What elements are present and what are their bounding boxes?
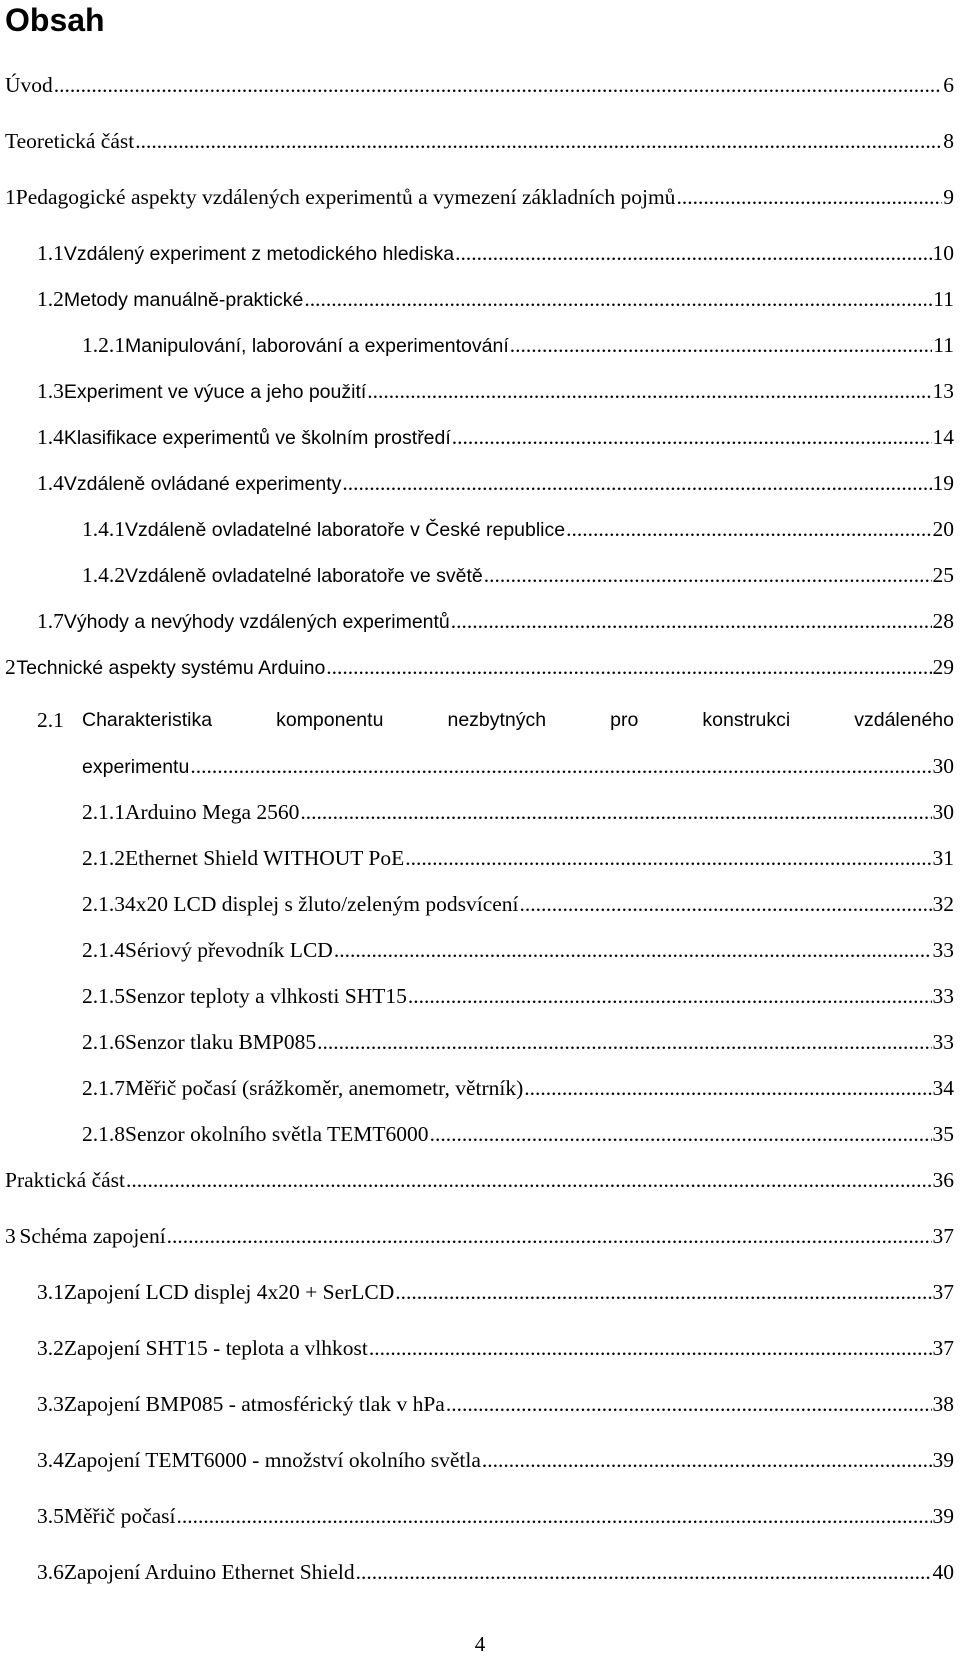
toc-leader-dots bbox=[676, 183, 942, 211]
toc-entry-text: Senzor teploty a vlhkosti SHT15 bbox=[125, 984, 407, 1008]
toc-entry-number: 1.4 bbox=[37, 471, 64, 495]
toc-page-number: 11 bbox=[933, 287, 954, 311]
toc-entry-text: Vzdáleně ovládané experimenty bbox=[63, 473, 342, 495]
toc-page-number: 37 bbox=[932, 1224, 954, 1248]
toc-entry-prakticka-cast[interactable] bbox=[5, 1166, 954, 1194]
toc-entry-number: 3.3 bbox=[37, 1392, 64, 1416]
toc-entry-number: 3.4 bbox=[37, 1448, 64, 1472]
toc-entry-number: 1.2.1 bbox=[82, 333, 125, 357]
toc-page-number: 39 bbox=[932, 1448, 954, 1472]
toc-page-number: 35 bbox=[932, 1122, 954, 1146]
toc-entry-number: 2.1.7 bbox=[82, 1076, 125, 1100]
toc-entry-number: 1.3 bbox=[37, 379, 64, 403]
toc-entry-word: konstrukci bbox=[702, 709, 791, 731]
toc-entry-number: 2.1.4 bbox=[82, 938, 125, 962]
toc-page-number: 19 bbox=[932, 471, 954, 495]
toc-entry-teoreticka-cast[interactable] bbox=[5, 127, 954, 155]
toc-entry-text: Zapojení TEMT6000 - množství okolního světla bbox=[63, 1448, 481, 1472]
toc-entry-text: Výhody a nevýhody vzdálených experimentů bbox=[63, 611, 450, 633]
toc-entry-text: experimentu bbox=[82, 756, 190, 778]
toc-entry-number: 3 bbox=[5, 1224, 16, 1248]
toc-leader-dots bbox=[520, 890, 932, 918]
toc-entry-2-1-3[interactable] bbox=[82, 890, 954, 918]
toc-entry-3-6[interactable] bbox=[37, 1558, 954, 1586]
toc-page-number: 31 bbox=[932, 846, 954, 870]
toc-leader-dots bbox=[177, 1502, 932, 1530]
toc-entry-word: nezbytných bbox=[447, 709, 547, 731]
toc-entry-1-4-1[interactable] bbox=[82, 515, 954, 544]
toc-page-number: 6 bbox=[943, 73, 954, 97]
toc-entry-number: 1.4.1 bbox=[82, 517, 125, 541]
toc-entry-number: 2.1.8 bbox=[82, 1122, 125, 1146]
toc-entry-1-2-1[interactable] bbox=[82, 331, 954, 360]
toc-leader-dots bbox=[342, 469, 931, 497]
toc-entry-1-4-klasifikace[interactable] bbox=[37, 423, 954, 452]
toc-leader-dots bbox=[484, 561, 932, 589]
toc-leader-dots bbox=[326, 653, 931, 681]
toc-page-number: 13 bbox=[932, 379, 954, 403]
toc-leader-dots bbox=[566, 515, 931, 543]
toc-entry-number: 1.4 bbox=[37, 425, 64, 449]
toc-leader-dots bbox=[317, 1028, 931, 1056]
toc-page-number: 33 bbox=[932, 938, 954, 962]
toc-entry-1-2[interactable] bbox=[37, 285, 954, 314]
toc-entry-3-3[interactable] bbox=[37, 1390, 954, 1418]
toc-entry-text: 4x20 LCD displej s žluto/zeleným podsvícení bbox=[125, 892, 519, 916]
toc-page-number: 11 bbox=[933, 333, 954, 357]
toc-entry-uvod[interactable] bbox=[5, 71, 954, 99]
toc-leader-dots bbox=[356, 1558, 932, 1586]
toc-leader-dots bbox=[455, 239, 931, 267]
toc-entry-2-1-2[interactable] bbox=[82, 844, 954, 872]
toc-entry-word: komponentu bbox=[276, 709, 384, 731]
toc-entry-text: Pedagogické aspekty vzdálených experimentů a vymezení základních pojmů bbox=[15, 185, 676, 209]
toc-entry-2-1-8[interactable] bbox=[82, 1120, 954, 1148]
toc-entry-2-1-5[interactable] bbox=[82, 982, 954, 1010]
toc-entry-2-1-4[interactable] bbox=[82, 936, 954, 964]
toc-entry-1-4-2[interactable] bbox=[82, 561, 954, 590]
toc-page-number: 34 bbox=[932, 1076, 954, 1100]
toc-leader-dots bbox=[369, 1334, 932, 1362]
toc-leader-dots bbox=[126, 1166, 932, 1194]
toc-leader-dots bbox=[300, 798, 931, 826]
toc-entry-number: 3.5 bbox=[37, 1504, 64, 1528]
toc-entry-1-1[interactable] bbox=[37, 239, 954, 268]
toc-entry-chapter-3[interactable] bbox=[5, 1222, 954, 1250]
toc-entry-text: Schéma zapojení bbox=[19, 1224, 166, 1248]
page-number-footer: 4 bbox=[474, 1632, 486, 1656]
toc-entry-3-4[interactable] bbox=[37, 1446, 954, 1474]
toc-page-number: 37 bbox=[932, 1336, 954, 1360]
toc-entry-text: Arduino Mega 2560 bbox=[125, 800, 300, 824]
toc-entry-text: Vzdáleně ovladatelné laboratoře ve světě bbox=[125, 565, 483, 587]
toc-entry-text: Metody manuálně-praktické bbox=[63, 289, 304, 311]
toc-entry-3-1[interactable] bbox=[37, 1278, 954, 1306]
toc-entry-text: Experiment ve výuce a jeho použití bbox=[63, 381, 367, 403]
toc-entry-text: Teoretická část bbox=[5, 129, 135, 153]
toc-entry-word: pro bbox=[610, 709, 639, 731]
toc-page-number: 8 bbox=[943, 129, 954, 153]
toc-entry-3-5[interactable] bbox=[37, 1502, 954, 1530]
toc-entry-text: Manipulování, laborování a experimentování bbox=[125, 335, 509, 357]
toc-entry-text: Ethernet Shield WITHOUT PoE bbox=[125, 846, 405, 870]
toc-entry-text: Úvod bbox=[5, 73, 53, 97]
toc-entry-chapter-2[interactable] bbox=[5, 653, 954, 682]
toc-entry-number: 1.2 bbox=[37, 287, 64, 311]
toc-page-number: 37 bbox=[932, 1280, 954, 1304]
toc-entry-text: Senzor tlaku BMP085 bbox=[125, 1030, 317, 1054]
toc-entry-2-1-1[interactable] bbox=[82, 798, 954, 826]
toc-entry-text: Klasifikace experimentů ve školním prostředí bbox=[63, 427, 451, 449]
toc-entry-number: 2.1.3 bbox=[82, 892, 125, 916]
toc-leader-dots bbox=[430, 1120, 932, 1148]
toc-leader-dots bbox=[408, 982, 932, 1010]
toc-entry-number: 1.4.2 bbox=[82, 563, 125, 587]
toc-entry-2-1-7[interactable] bbox=[82, 1074, 954, 1102]
toc-entry-word: vzdáleného bbox=[854, 709, 954, 731]
toc-entry-number: 2 bbox=[5, 655, 16, 679]
toc-entry-1-7[interactable] bbox=[37, 607, 954, 636]
toc-leader-dots bbox=[510, 331, 933, 359]
toc-page-number: 33 bbox=[932, 1030, 954, 1054]
toc-entry-number: 1.7 bbox=[37, 609, 64, 633]
toc-leader-dots bbox=[395, 1278, 931, 1306]
toc-page-number: 10 bbox=[932, 241, 954, 265]
toc-entry-text: Vzdálený experiment z metodického hlediska bbox=[63, 243, 455, 265]
toc-leader-dots bbox=[482, 1446, 932, 1474]
toc-entry-number: 3.1 bbox=[37, 1280, 64, 1304]
toc-entry-number: 1.1 bbox=[37, 241, 64, 265]
toc-page-number: 28 bbox=[932, 609, 954, 633]
toc-entry-number: 2.1.5 bbox=[82, 984, 125, 1008]
toc-page-number: 25 bbox=[932, 563, 954, 587]
toc-entry-chapter-1[interactable] bbox=[5, 183, 954, 211]
toc-page-number: 29 bbox=[932, 655, 954, 679]
toc-entry-number: 2.1.1 bbox=[82, 800, 125, 824]
toc-entry-text: Vzdáleně ovladatelné laboratoře v České republice bbox=[125, 519, 566, 541]
toc-entry-3-2[interactable] bbox=[37, 1334, 954, 1362]
toc-entry-text: Senzor okolního světla TEMT6000 bbox=[125, 1122, 429, 1146]
toc-entry-text: Zapojení SHT15 - teplota a vlhkost bbox=[63, 1336, 368, 1360]
toc-entry-text: Zapojení BMP085 - atmosférický tlak v hPa bbox=[63, 1392, 445, 1416]
toc-entry-2-1-6[interactable] bbox=[82, 1028, 954, 1056]
toc-page-number: 38 bbox=[932, 1392, 954, 1416]
toc-leader-dots bbox=[405, 844, 931, 872]
toc-entry-text: Zapojení LCD displej 4x20 + SerLCD bbox=[63, 1280, 395, 1304]
toc-entry-text: Technické aspekty systému Arduino bbox=[16, 657, 326, 679]
toc-page-number: 14 bbox=[932, 425, 954, 449]
toc-entry-number: 2.1 bbox=[37, 708, 64, 732]
toc-leader-dots bbox=[446, 1390, 932, 1418]
toc-entry-1-4-vzdalene[interactable] bbox=[37, 469, 954, 498]
toc-leader-dots bbox=[167, 1222, 932, 1250]
toc-leader-dots bbox=[135, 127, 942, 155]
toc-page-number: 9 bbox=[943, 185, 954, 209]
toc-page-number: 32 bbox=[932, 892, 954, 916]
toc-page-number: 39 bbox=[932, 1504, 954, 1528]
toc-entry-number: 3.6 bbox=[37, 1560, 64, 1584]
toc-entry-text: Měřič počasí bbox=[63, 1504, 176, 1528]
toc-entry-number: 3.2 bbox=[37, 1336, 64, 1360]
toc-entry-2-1[interactable] bbox=[82, 752, 954, 781]
toc-leader-dots bbox=[367, 377, 931, 405]
toc-page-number: 33 bbox=[932, 984, 954, 1008]
toc-entry-text: Praktická část bbox=[5, 1168, 125, 1192]
toc-leader-dots bbox=[451, 607, 932, 635]
toc-entry-text: Sériový převodník LCD bbox=[125, 938, 333, 962]
toc-entry-number: 2.1.2 bbox=[82, 846, 125, 870]
toc-entry-1-3[interactable] bbox=[37, 377, 954, 406]
toc-entry-text: Měřič počasí (srážkoměr, anemometr, větrník) bbox=[125, 1076, 524, 1100]
toc-leader-dots bbox=[54, 71, 942, 99]
toc-leader-dots bbox=[304, 285, 932, 313]
toc-leader-dots bbox=[452, 423, 932, 451]
toc-leader-dots bbox=[190, 752, 931, 780]
toc-entry-2-1-line1[interactable] bbox=[82, 706, 954, 734]
toc-leader-dots bbox=[524, 1074, 931, 1102]
page-title: Obsah bbox=[5, 2, 105, 38]
toc-entry-number: 2.1.6 bbox=[82, 1030, 125, 1054]
toc-page-number: 36 bbox=[932, 1168, 954, 1192]
toc-page-number: 30 bbox=[932, 800, 954, 824]
toc-entry-text: Zapojení Arduino Ethernet Shield bbox=[63, 1560, 355, 1584]
toc-entry-word: Charakteristika bbox=[82, 709, 213, 731]
toc-entry-number: 1 bbox=[5, 185, 16, 209]
toc-page-number: 30 bbox=[932, 754, 954, 778]
toc-leader-dots bbox=[334, 936, 932, 964]
toc-page-number: 40 bbox=[932, 1560, 954, 1584]
toc-page-number: 20 bbox=[932, 517, 954, 541]
